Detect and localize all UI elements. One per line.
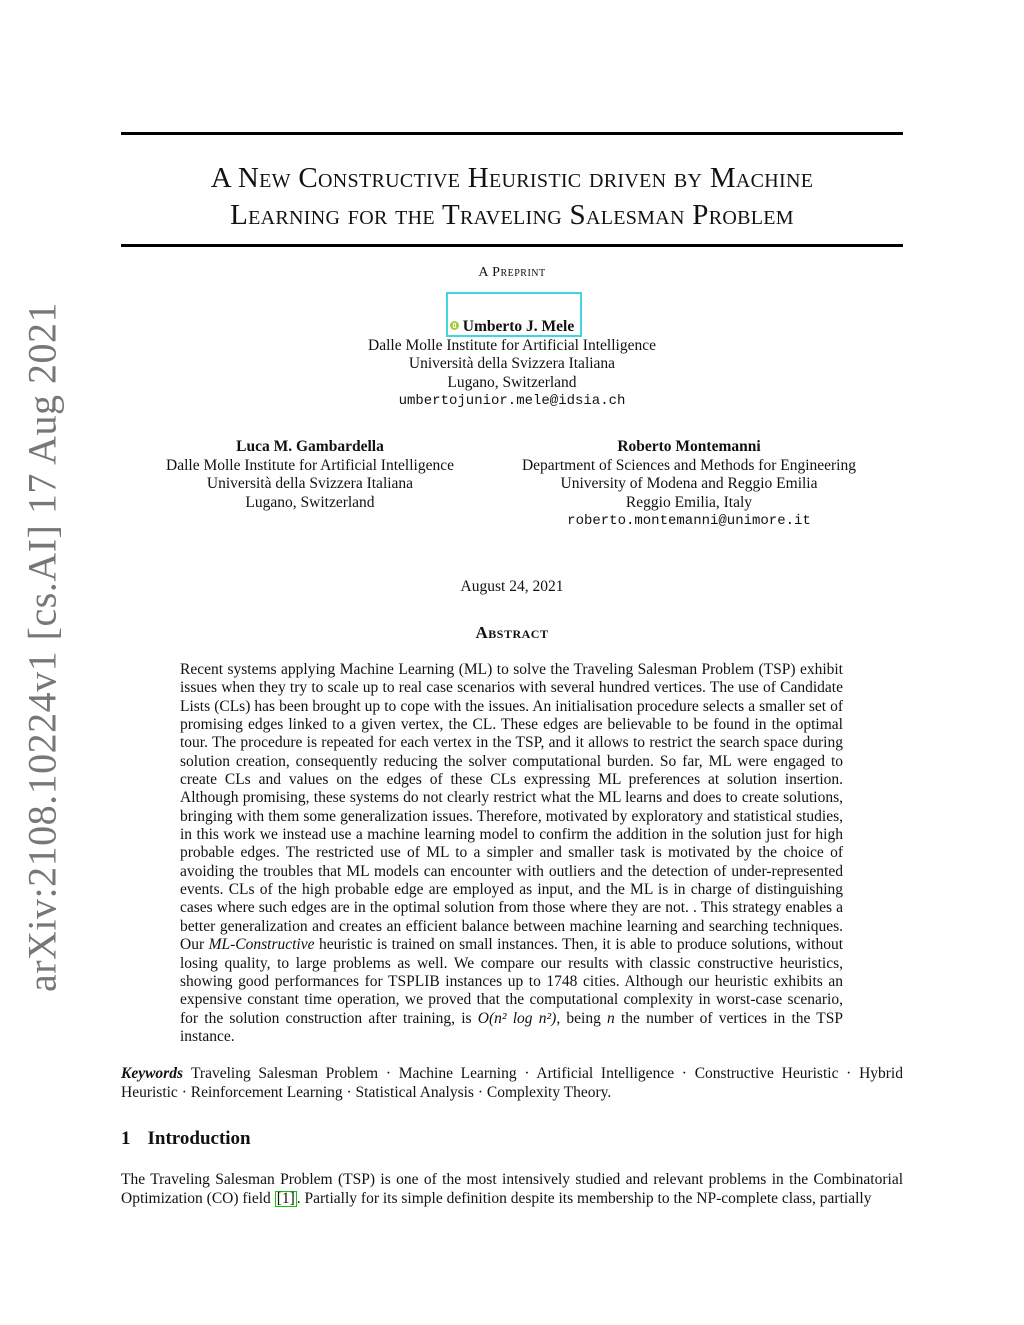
abstract-italic-term: ML-Constructive <box>208 936 315 954</box>
intro-text-after: . Partially for its simple definition despite its membership to the NP-complete class, partially <box>296 1189 872 1207</box>
title-rule-bottom <box>121 244 903 247</box>
abstract-text-part-3: , being <box>556 1009 601 1027</box>
abstract-text <box>180 661 843 1046</box>
author-block-main <box>262 318 762 411</box>
author-main-affiliation-2: Università della Svizzera Italiana <box>408 355 616 372</box>
title-rule-top <box>121 132 903 135</box>
author-left-location: Lugano, Switzerland <box>245 493 375 511</box>
keywords-block <box>121 1065 903 1102</box>
abstract-text-part-2: heuristic is trained on small instances. Then, it is able to produce solutions, without losing quality, to large problems as well. We compare our results with classic constructive heuristics, showing good performances for TSPLIB instances up to 1748 cities. Although our heuristic exhibits an expensive constant time operation, we proved that the computational complexity in worst-case scenario, for the solution construction after training, is <box>180 936 844 1027</box>
author-name-left: Luca M. Gambardella <box>236 438 384 455</box>
title-line-1: A New Constructive Heuristic driven by Machine <box>210 162 814 194</box>
citation-link[interactable]: [1] <box>276 1189 295 1207</box>
author-block-right <box>489 438 889 531</box>
arxiv-identifier: arXiv:2108.10224v1 [cs.AI] 17 Aug 2021 <box>19 301 65 993</box>
author-left-affiliation-2: Università della Svizzera Italiana <box>206 475 414 492</box>
introduction-text <box>121 1171 903 1208</box>
author-main-email[interactable]: umbertojunior.mele@idsia.ch <box>398 393 626 409</box>
abstract-heading: Abstract <box>475 623 549 642</box>
section-heading-introduction <box>121 1128 251 1150</box>
title-line-2: Learning for the Traveling Salesman Problem <box>230 199 794 231</box>
keywords-text: Traveling Salesman Problem · Machine Learning · Artificial Intelligence · Constructive Heuristic · Hybrid Heuristic · Reinforcement Learning · Statistical Analysis · Complexity Theory. <box>121 1065 903 1101</box>
abstract-text-part-1: Recent systems applying Machine Learning (ML) to solve the Traveling Salesman Problem (TSP) exhibit issues when they try to scale up to real case scenarios with several hundred vertices. The use of Candidate Lists (CLs) has been brought up to cope with the issues. An initialisation procedure selects a smaller set of promising edges linked to a given vertex, the CL. These edges are believable to be found in the optimal tour. The procedure is repeated for each vertex in the TSP, and it allows to restrict the search space during solution creation, consequently reducing the solver computational burden. So far, ML were engaged to create CLs and values on the edges of these CLs expressing ML preferences at solution insertion. Although promising, these systems do not clearly restrict what the ML learns and does to create solutions, bringing with them some generalization issues. Therefore, motivated by exploratory and statistical studies, in this work we instead use a machine learning model to confirm the addition in the solution just for high probable edges. The restricted use of ML to a simpler and smaller task is motivated by the choice of avoiding the troubles that ML models can encounter with outliers and the detection of under-represented events. CLs of the high probable edge are employed as input, and the ML is in charge of distinguishing cases where such edges are in the optimal solution from those where they are not. . This strategy enables a better generalization and creates an efficient balance between machine learning and searching techniques. Our <box>180 661 843 954</box>
abstract-text-part-4: the number of vertices in the TSP instance. <box>180 1009 844 1045</box>
author-name-main[interactable]: Umberto J. Mele <box>462 318 575 335</box>
section-number: 1 <box>121 1128 131 1149</box>
author-right-affiliation-1: Department of Sciences and Methods for Engineering <box>521 456 856 474</box>
keywords-label: Keywords <box>121 1065 183 1082</box>
author-left-affiliation-1: Dalle Molle Institute for Artificial Intelligence <box>166 456 454 474</box>
publication-date: August 24, 2021 <box>460 578 564 595</box>
author-right-affiliation-2: University of Modena and Reggio Emilia <box>560 475 818 492</box>
author-name-right: Roberto Montemanni <box>617 438 761 455</box>
author-block-left <box>130 438 490 512</box>
abstract-complexity-formula: O(n² log n²) <box>477 1009 557 1027</box>
orcid-icon[interactable] <box>450 321 459 330</box>
section-title: Introduction <box>147 1128 251 1149</box>
intro-text-before: The Traveling Salesman Problem (TSP) is one of the most intensively studied and relevant problems in the Combinatorial Optimization (CO) field <box>121 1171 903 1207</box>
paper-title <box>121 160 903 234</box>
author-right-location: Reggio Emilia, Italy <box>625 493 753 511</box>
preprint-label: A Preprint <box>478 265 546 280</box>
author-main-location: Lugano, Switzerland <box>447 373 577 391</box>
abstract-variable-n: n <box>607 1009 615 1027</box>
author-right-email[interactable]: roberto.montemanni@unimore.it <box>567 513 811 529</box>
author-main-affiliation-1: Dalle Molle Institute for Artificial Intelligence <box>368 336 656 354</box>
